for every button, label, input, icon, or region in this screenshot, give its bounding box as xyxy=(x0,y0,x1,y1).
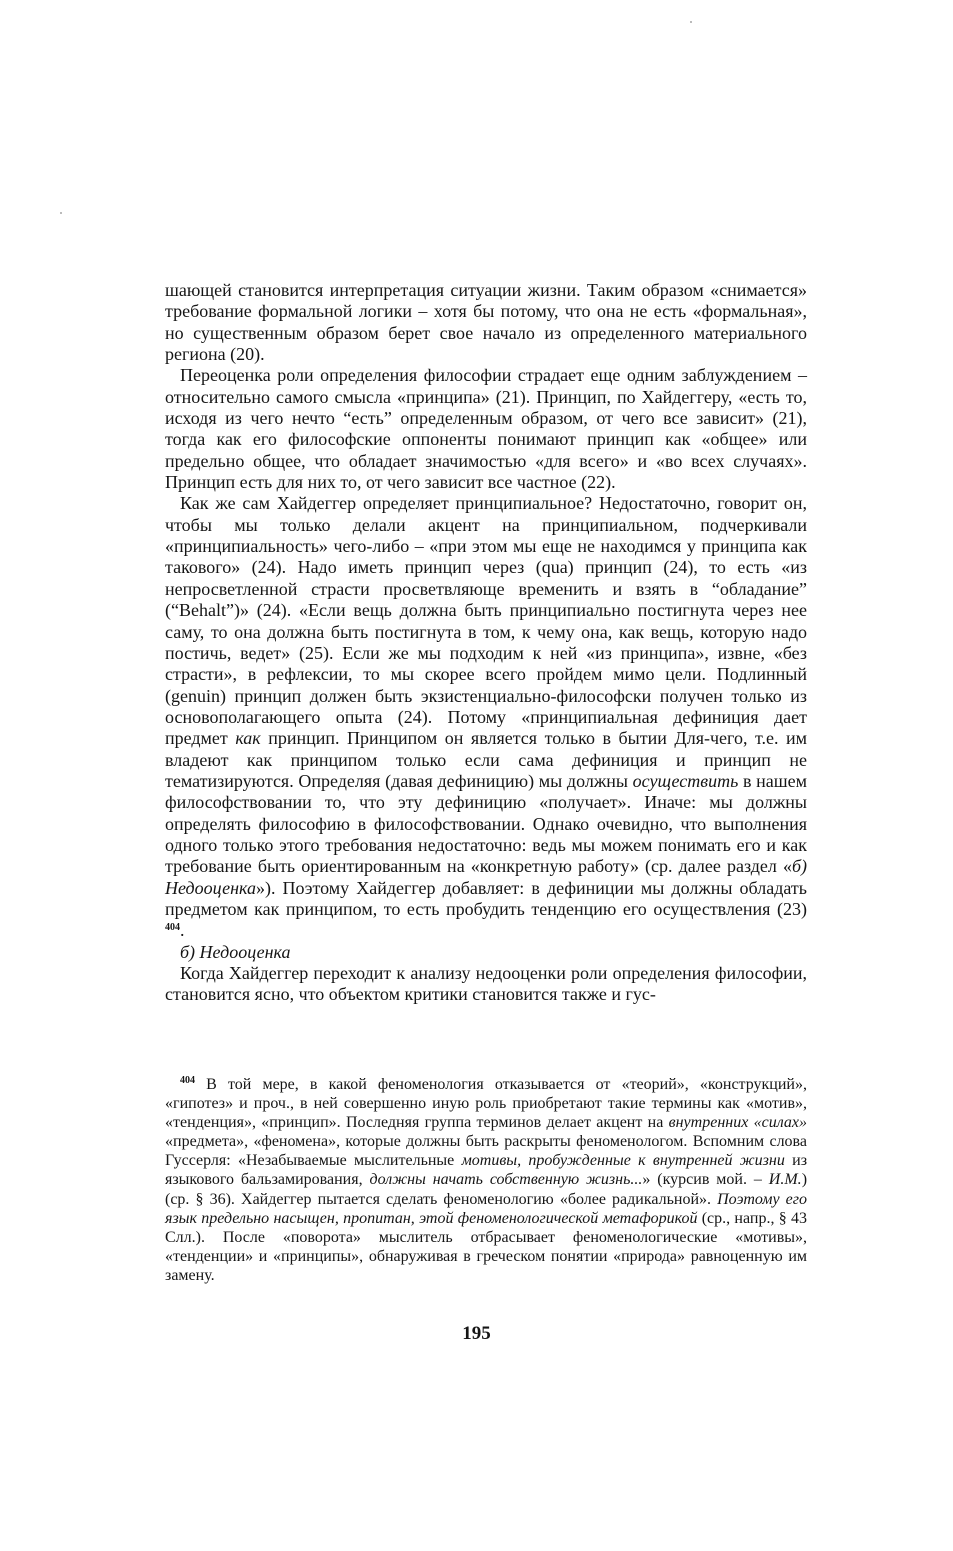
paragraph: Когда Хайдеггер переходит к анализу недооценки роли определения философии, становится ясно, что объектом критики становится также и гус- xyxy=(165,963,807,1005)
footnote-number: 404 xyxy=(180,1075,195,1086)
paragraph: Переоценка роли определения философии страдает еще одним заблуждением – относительно самого смысла «принципа» (21). Принцип, по Хайдеггеру, «есть то, исходя из чего нечто “есть” определенным образом, от чего все зависит» (21), тогда как его философские оппоненты понимают принцип как «общее» или предельно общее, что обладает значимостью «для всего» и «во всех случаях». Принцип есть для них то, от чего зависит все частное (22). xyxy=(165,365,807,493)
main-text xyxy=(165,280,807,1006)
section-heading: б) Недооценка xyxy=(180,941,291,962)
footnote: $^{404}$ В той мере, в какой феноменология отказывается от «теорий», «конструкций», «гипотез» и проч., в ней совершенно иную роль приобретают такие термины как «мотив», «тенденция», «принцип». Последняя группа терминов делает акцент на внутренних «силах» «предмета», «феномена», которые должны быть раскрыты феноменологом. Вспомним слова Гуссерля: «Незабываемые мыслительные мотивы, пробужденные к внутренней жизни из языкового бальзамирования, должны начать собственную жизнь...» (курсив мой. – И.М.) (ср. § 36). Хайдеггер пытается сделать феноменологию «более радикальной». Поэтому его язык предельно насыщен, пропитан, этой феноменологической метафорикой (ср., напр., § 43 Слл.). После «поворота» мыслитель отбрасывает феноменологические «мотивы», «тенденции» и «принципы», обнаруживая в греческом понятии «природа» равноценную им замену. xyxy=(165,1075,808,1284)
footnote-reference: 404 xyxy=(165,922,180,934)
scan-speck xyxy=(60,212,62,214)
footnote-block xyxy=(165,1075,807,1285)
paragraph: шающей становится интерпретация ситуации жизни. Таким образом «снимается» требование формальной логики – хотя бы потому, что она не есть «формальная», но существенным образом берет свое начало из определенного материального региона (20). xyxy=(165,280,807,365)
page-number: 195 xyxy=(462,1323,491,1344)
scan-speck xyxy=(690,21,692,23)
paragraph: Как же сам Хайдеггер определяет принципиальное? Недостаточно, говорит он, чтобы мы только делали акцент на принципиальном, подчеркивали «принципиальность» чего-либо – «при этом мы еще не находимся у принципа как такового» (24). Надо иметь принцип через (qua) принцип (24), то есть «из непросветленной страсти просветвляюще временить и взять в “обладание” (“Behalt”)» (24). «Если вещь должна быть принципиально постигнута через нее саму, то она должна быть постигнута в том, к чему она, как вещь, которую надо постичь, ведет» (25). Если же мы подходим к ней «из принципа», извне, «без страсти», в рефлексии, то мы скорее всего пройдем мимо цели. Подлинный (genuin) принцип должен быть экзистенциально-философски получен только из основополагающего опыта (24). Потому «принципиальная дефиниция дает предмет как принцип. Принципом он является только в бытии Для-чего, т.е. им владеют как принципом только если сама дефиниция и принцип не тематизируются. Определяя (давая дефиницию) мы должны осуществить в нашем философствовании то, что эту дефиницию «получает». Иначе: мы должны определять философию в философствовании. Однако очевидно, что выполнения одного только этого требования недостаточно: ведь мы можем понимать его и как требование быть ориентированным на «конкретную работу» (ср. далее раздел «б) Недооценка»). Поэтому Хайдеггер добавляет: в дефиниции мы должны обладать предметом как принципом, то есть пробудить тенденцию его осуществления (23) $^{404}$. xyxy=(165,493,807,941)
